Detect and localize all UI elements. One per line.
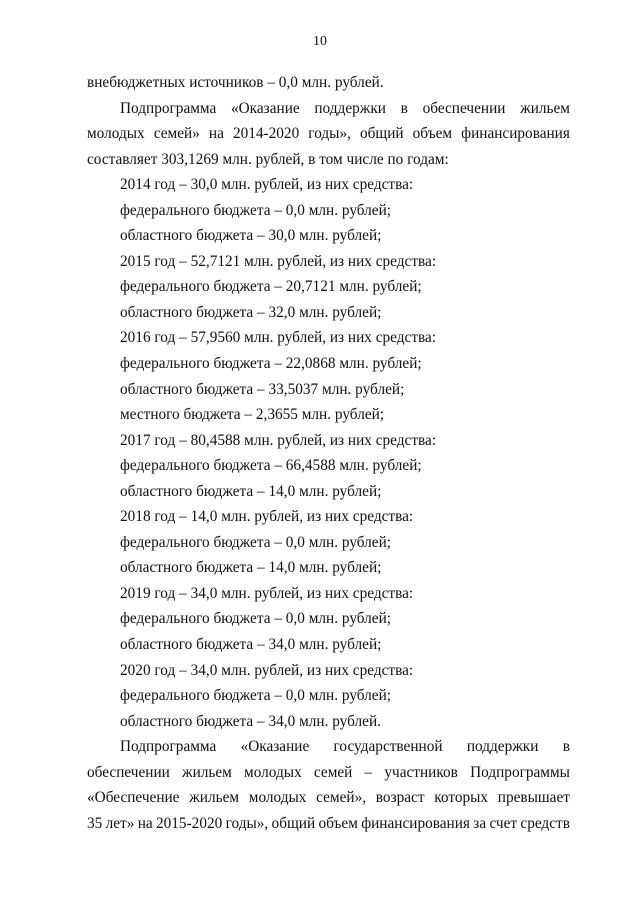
year-total-line: 2017 год – 80,4588 млн. рублей, из них средства: <box>120 431 437 449</box>
word: общий <box>360 125 404 143</box>
word: финансирования <box>361 814 470 832</box>
word: средств <box>520 814 570 832</box>
word: жильем <box>182 763 232 781</box>
text-line <box>87 121 570 147</box>
regional-budget-line: областного бюджета – 34,0 млн. рублей; <box>120 636 382 654</box>
word: поддержки <box>466 738 539 756</box>
word: молодых <box>87 125 145 143</box>
word: Подпрограмма <box>120 99 217 117</box>
word: «Оказание <box>240 738 310 756</box>
federal-budget-line: федерального бюджета – 0,0 млн. рублей; <box>120 533 392 551</box>
word: Подпрограммы <box>470 763 570 781</box>
word: на <box>137 814 153 832</box>
word: в <box>400 99 408 117</box>
word: годы», <box>308 125 351 143</box>
word: «Оказание <box>230 99 300 117</box>
text-line <box>87 811 570 837</box>
regional-budget-line: областного бюджета – 33,5037 млн. рублей; <box>120 380 405 398</box>
federal-budget-line: федерального бюджета – 22,0868 млн. рублей; <box>120 355 422 373</box>
word: объем <box>318 814 358 832</box>
page-number: 10 <box>313 34 327 49</box>
regional-budget-line: областного бюджета – 14,0 млн. рублей; <box>120 559 382 577</box>
word: жильем <box>520 99 570 117</box>
regional-budget-line: областного бюджета – 32,0 млн. рублей; <box>120 303 382 321</box>
year-total-line: 2014 год – 30,0 млн. рублей, из них средства: <box>120 176 414 194</box>
word: превышает <box>497 789 570 807</box>
word: жильем <box>189 789 240 807</box>
text-line <box>87 785 570 811</box>
paragraph-first-line <box>87 734 570 760</box>
word: молодых <box>248 789 307 807</box>
year-total-line: 2018 год – 14,0 млн. рублей, из них средства: <box>120 508 414 526</box>
document-body <box>87 70 570 836</box>
paragraph-first-line <box>87 96 570 122</box>
word: молодых <box>244 763 302 781</box>
word: финансирования <box>461 125 570 143</box>
federal-budget-line: федерального бюджета – 66,4588 млн. рублей; <box>120 457 422 475</box>
year-total-line: 2019 год – 34,0 млн. рублей, из них средства: <box>120 584 414 602</box>
text-line: составляет 303,1269 млн. рублей, в том числе по годам: <box>87 150 449 168</box>
word: государственной <box>333 738 443 756</box>
word: 35 <box>87 814 103 832</box>
word: семей», <box>316 789 367 807</box>
word: которых <box>434 789 489 807</box>
federal-budget-line: федерального бюджета – 0,0 млн. рублей; <box>120 610 392 628</box>
word: лет» <box>105 814 135 832</box>
word: обеспечении <box>422 99 506 117</box>
regional-budget-line: областного бюджета – 14,0 млн. рублей; <box>120 482 382 500</box>
word: участников <box>384 763 458 781</box>
word: поддержки <box>314 99 386 117</box>
federal-budget-line: федерального бюджета – 20,7121 млн. рублей; <box>120 278 422 296</box>
word: счет <box>489 814 518 832</box>
word: – <box>364 763 373 781</box>
year-total-line: 2016 год – 57,9560 млн. рублей, из них средства: <box>120 329 437 347</box>
word: годы», <box>225 814 269 832</box>
word: объем <box>412 125 453 143</box>
regional-budget-line: областного бюджета – 34,0 млн. рублей. <box>120 712 381 730</box>
year-total-line: 2015 год – 52,7121 млн. рублей, из них средства: <box>120 252 437 270</box>
federal-budget-line: федерального бюджета – 0,0 млн. рублей; <box>120 201 392 219</box>
word: семей <box>313 763 353 781</box>
text-line <box>87 760 570 786</box>
local-budget-line: местного бюджета – 2,3655 млн. рублей; <box>120 406 385 424</box>
word: Подпрограмма <box>120 738 217 756</box>
word: «Обеспечение <box>87 789 180 807</box>
word: за <box>473 814 487 832</box>
word: 2015-2020 <box>155 814 223 832</box>
year-total-line: 2020 год – 34,0 млн. рублей, из них средства: <box>120 661 414 679</box>
word: в <box>562 738 570 756</box>
word: семей» <box>153 125 200 143</box>
regional-budget-line: областного бюджета – 30,0 млн. рублей; <box>120 227 382 245</box>
text-line: внебюджетных источников – 0,0 млн. рублей. <box>87 74 384 91</box>
word: возраст <box>375 789 425 807</box>
word: на <box>208 125 224 143</box>
federal-budget-line: федерального бюджета – 0,0 млн. рублей; <box>120 687 392 705</box>
word: 2014-2020 <box>232 125 300 143</box>
word: обеспечении <box>87 763 170 781</box>
word: общий <box>271 814 316 832</box>
